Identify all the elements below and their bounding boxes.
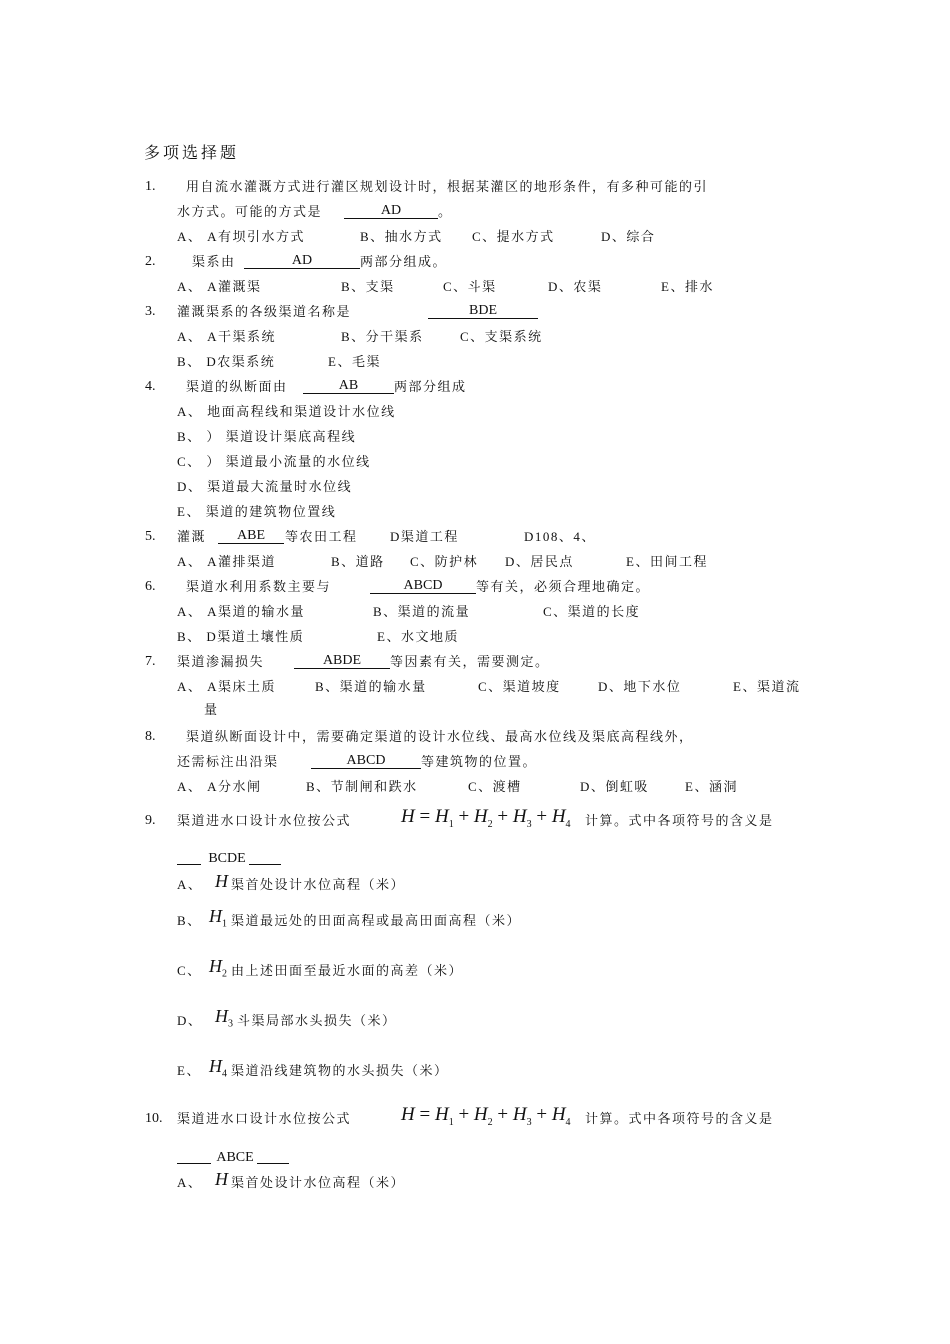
blank-line: [177, 1163, 211, 1164]
option-continuation: 量: [204, 702, 219, 717]
section-heading: 多项选择题: [144, 145, 240, 162]
question-number: 7.: [145, 654, 156, 669]
option-letter: C、: [177, 963, 202, 978]
option-letter: D、: [177, 1013, 203, 1028]
question-text: 用自流水灌溉方式进行灌区规划设计时，根据某灌区的地形条件，有多种可能的引: [186, 179, 709, 194]
punctuation: 。: [438, 204, 453, 219]
option: C、渠道坡度: [478, 679, 561, 694]
question-text: 渠道进水口设计水位按公式: [177, 1111, 352, 1126]
option: E、排水: [661, 279, 714, 294]
question-text: 渠道纵断面设计中，需要确定渠道的设计水位线、最高水位线及渠底高程线外，: [186, 729, 694, 744]
question-text: 等农田工程: [285, 529, 358, 544]
option: 斗渠局部水头损失（米）: [237, 1013, 397, 1028]
option: A、 A渠道的输水量: [177, 604, 306, 619]
question-text: 等因素有关，需要测定。: [390, 654, 550, 669]
option-letter: E、: [177, 1063, 201, 1078]
option: A、 A渠床土质: [177, 679, 277, 694]
question-text: 渠道渗漏损失: [177, 654, 265, 669]
question-text: 水方式。可能的方式是: [177, 204, 323, 219]
option: C、 ） 渠道最小流量的水位线: [177, 454, 371, 469]
option: B、渠道的流量: [373, 604, 471, 619]
option: C、支渠系统: [460, 329, 543, 344]
answer: ABCE: [216, 1150, 254, 1165]
option: C、提水方式: [472, 229, 555, 244]
answer: ABE: [218, 528, 284, 544]
answer: ABCD: [370, 578, 476, 594]
symbol-H3: $H_3$: [215, 1006, 233, 1030]
option: 渠道最远处的田面高程或最高田面高程（米）: [231, 913, 522, 928]
question-text: 渠道进水口设计水位按公式: [177, 813, 352, 828]
option: E、毛渠: [328, 354, 381, 369]
option: B、渠道的输水量: [315, 679, 427, 694]
answer: ABDE: [294, 653, 390, 669]
blank-line: [257, 1163, 289, 1164]
option: C、渠道的长度: [543, 604, 641, 619]
question-text: 计算。式中各项符号的含义是: [585, 813, 774, 828]
answer: BCDE: [208, 851, 246, 866]
answer: AB: [303, 378, 394, 394]
option: E、田间工程: [626, 554, 708, 569]
symbol-H2: $H_2$: [209, 956, 227, 980]
option: D、地下水位: [598, 679, 682, 694]
question-number: 9.: [145, 813, 156, 828]
answer: AD: [244, 253, 360, 269]
answer: ABCD: [311, 753, 421, 769]
question-text: 渠道水利用系数主要与: [186, 579, 332, 594]
option: A、 A灌溉渠: [177, 279, 262, 294]
option: E、水文地质: [377, 629, 459, 644]
question-text: 两部分组成。: [360, 254, 448, 269]
question-text: 计算。式中各项符号的含义是: [585, 1111, 774, 1126]
option: B、道路: [331, 554, 385, 569]
option: 渠首处设计水位高程（米）: [231, 1175, 406, 1190]
symbol-H1: $H_1$: [209, 906, 227, 930]
question-number: 5.: [145, 529, 156, 544]
question-number: 3.: [145, 304, 156, 319]
answer: BDE: [428, 303, 538, 319]
option: A、 A有坝引水方式: [177, 229, 306, 244]
option-letter: B、: [177, 913, 202, 928]
question-text: 等建筑物的位置。: [421, 754, 538, 769]
option: 渠首处设计水位高程（米）: [231, 877, 406, 892]
option: E、 渠道的建筑物位置线: [177, 504, 337, 519]
option: D、倒虹吸: [580, 779, 649, 794]
question-text: D渠道工程: [390, 529, 459, 544]
option: D、居民点: [505, 554, 574, 569]
option: D、农渠: [548, 279, 603, 294]
option: D、 渠道最大流量时水位线: [177, 479, 353, 494]
question-number: 10.: [145, 1111, 163, 1126]
question-number: 8.: [145, 729, 156, 744]
option: 由上述田面至最近水面的高差（米）: [231, 963, 464, 978]
option-letter: A、: [177, 877, 203, 892]
symbol-H4: $H_4$: [209, 1056, 227, 1080]
option: E、渠道流: [733, 679, 801, 694]
question-text: 灌溉: [177, 529, 207, 544]
formula: $H = H_1 + H_2 + H_3 + H_4$: [401, 1104, 571, 1128]
option: B、 D渠道土壤性质: [177, 629, 305, 644]
question-number: 1.: [145, 179, 156, 194]
option: C、防护林: [410, 554, 479, 569]
option: A、 A干渠系统: [177, 329, 277, 344]
option: A、 A灌排渠道: [177, 554, 277, 569]
option: C、斗渠: [443, 279, 497, 294]
option: C、渡槽: [468, 779, 522, 794]
option: A、 A分水闸: [177, 779, 262, 794]
question-text: 等有关，必须合理地确定。: [476, 579, 651, 594]
symbol-H: H: [215, 1169, 228, 1189]
blank-line: [249, 864, 281, 865]
question-number: 2.: [145, 254, 156, 269]
option: B、节制闸和跌水: [306, 779, 418, 794]
option: D、综合: [601, 229, 656, 244]
question-text: 灌溉渠系的各级渠道名称是: [177, 304, 352, 319]
question-text: D108、4、: [524, 529, 596, 544]
option: 渠道沿线建筑物的水头损失（米）: [231, 1063, 449, 1078]
option: B、 ） 渠道设计渠底高程线: [177, 429, 357, 444]
question-text: 渠道的纵断面由: [186, 379, 288, 394]
question-number: 4.: [145, 379, 156, 394]
option: B、支渠: [341, 279, 395, 294]
option: A、 地面高程线和渠道设计水位线: [177, 404, 396, 419]
option-letter: A、: [177, 1175, 203, 1190]
question-text: 两部分组成: [394, 379, 467, 394]
option: B、 D农渠系统: [177, 354, 276, 369]
symbol-H: H: [215, 871, 228, 891]
option: B、分干渠系: [341, 329, 424, 344]
question-text: 渠系由: [192, 254, 236, 269]
question-text: 还需标注出沿渠: [177, 754, 279, 769]
option: B、抽水方式: [360, 229, 443, 244]
formula: $H = H_1 + H_2 + H_3 + H_4$: [401, 806, 571, 830]
blank-line: [177, 864, 201, 865]
answer: AD: [344, 203, 438, 219]
option: E、涵洞: [685, 779, 738, 794]
question-number: 6.: [145, 579, 156, 594]
